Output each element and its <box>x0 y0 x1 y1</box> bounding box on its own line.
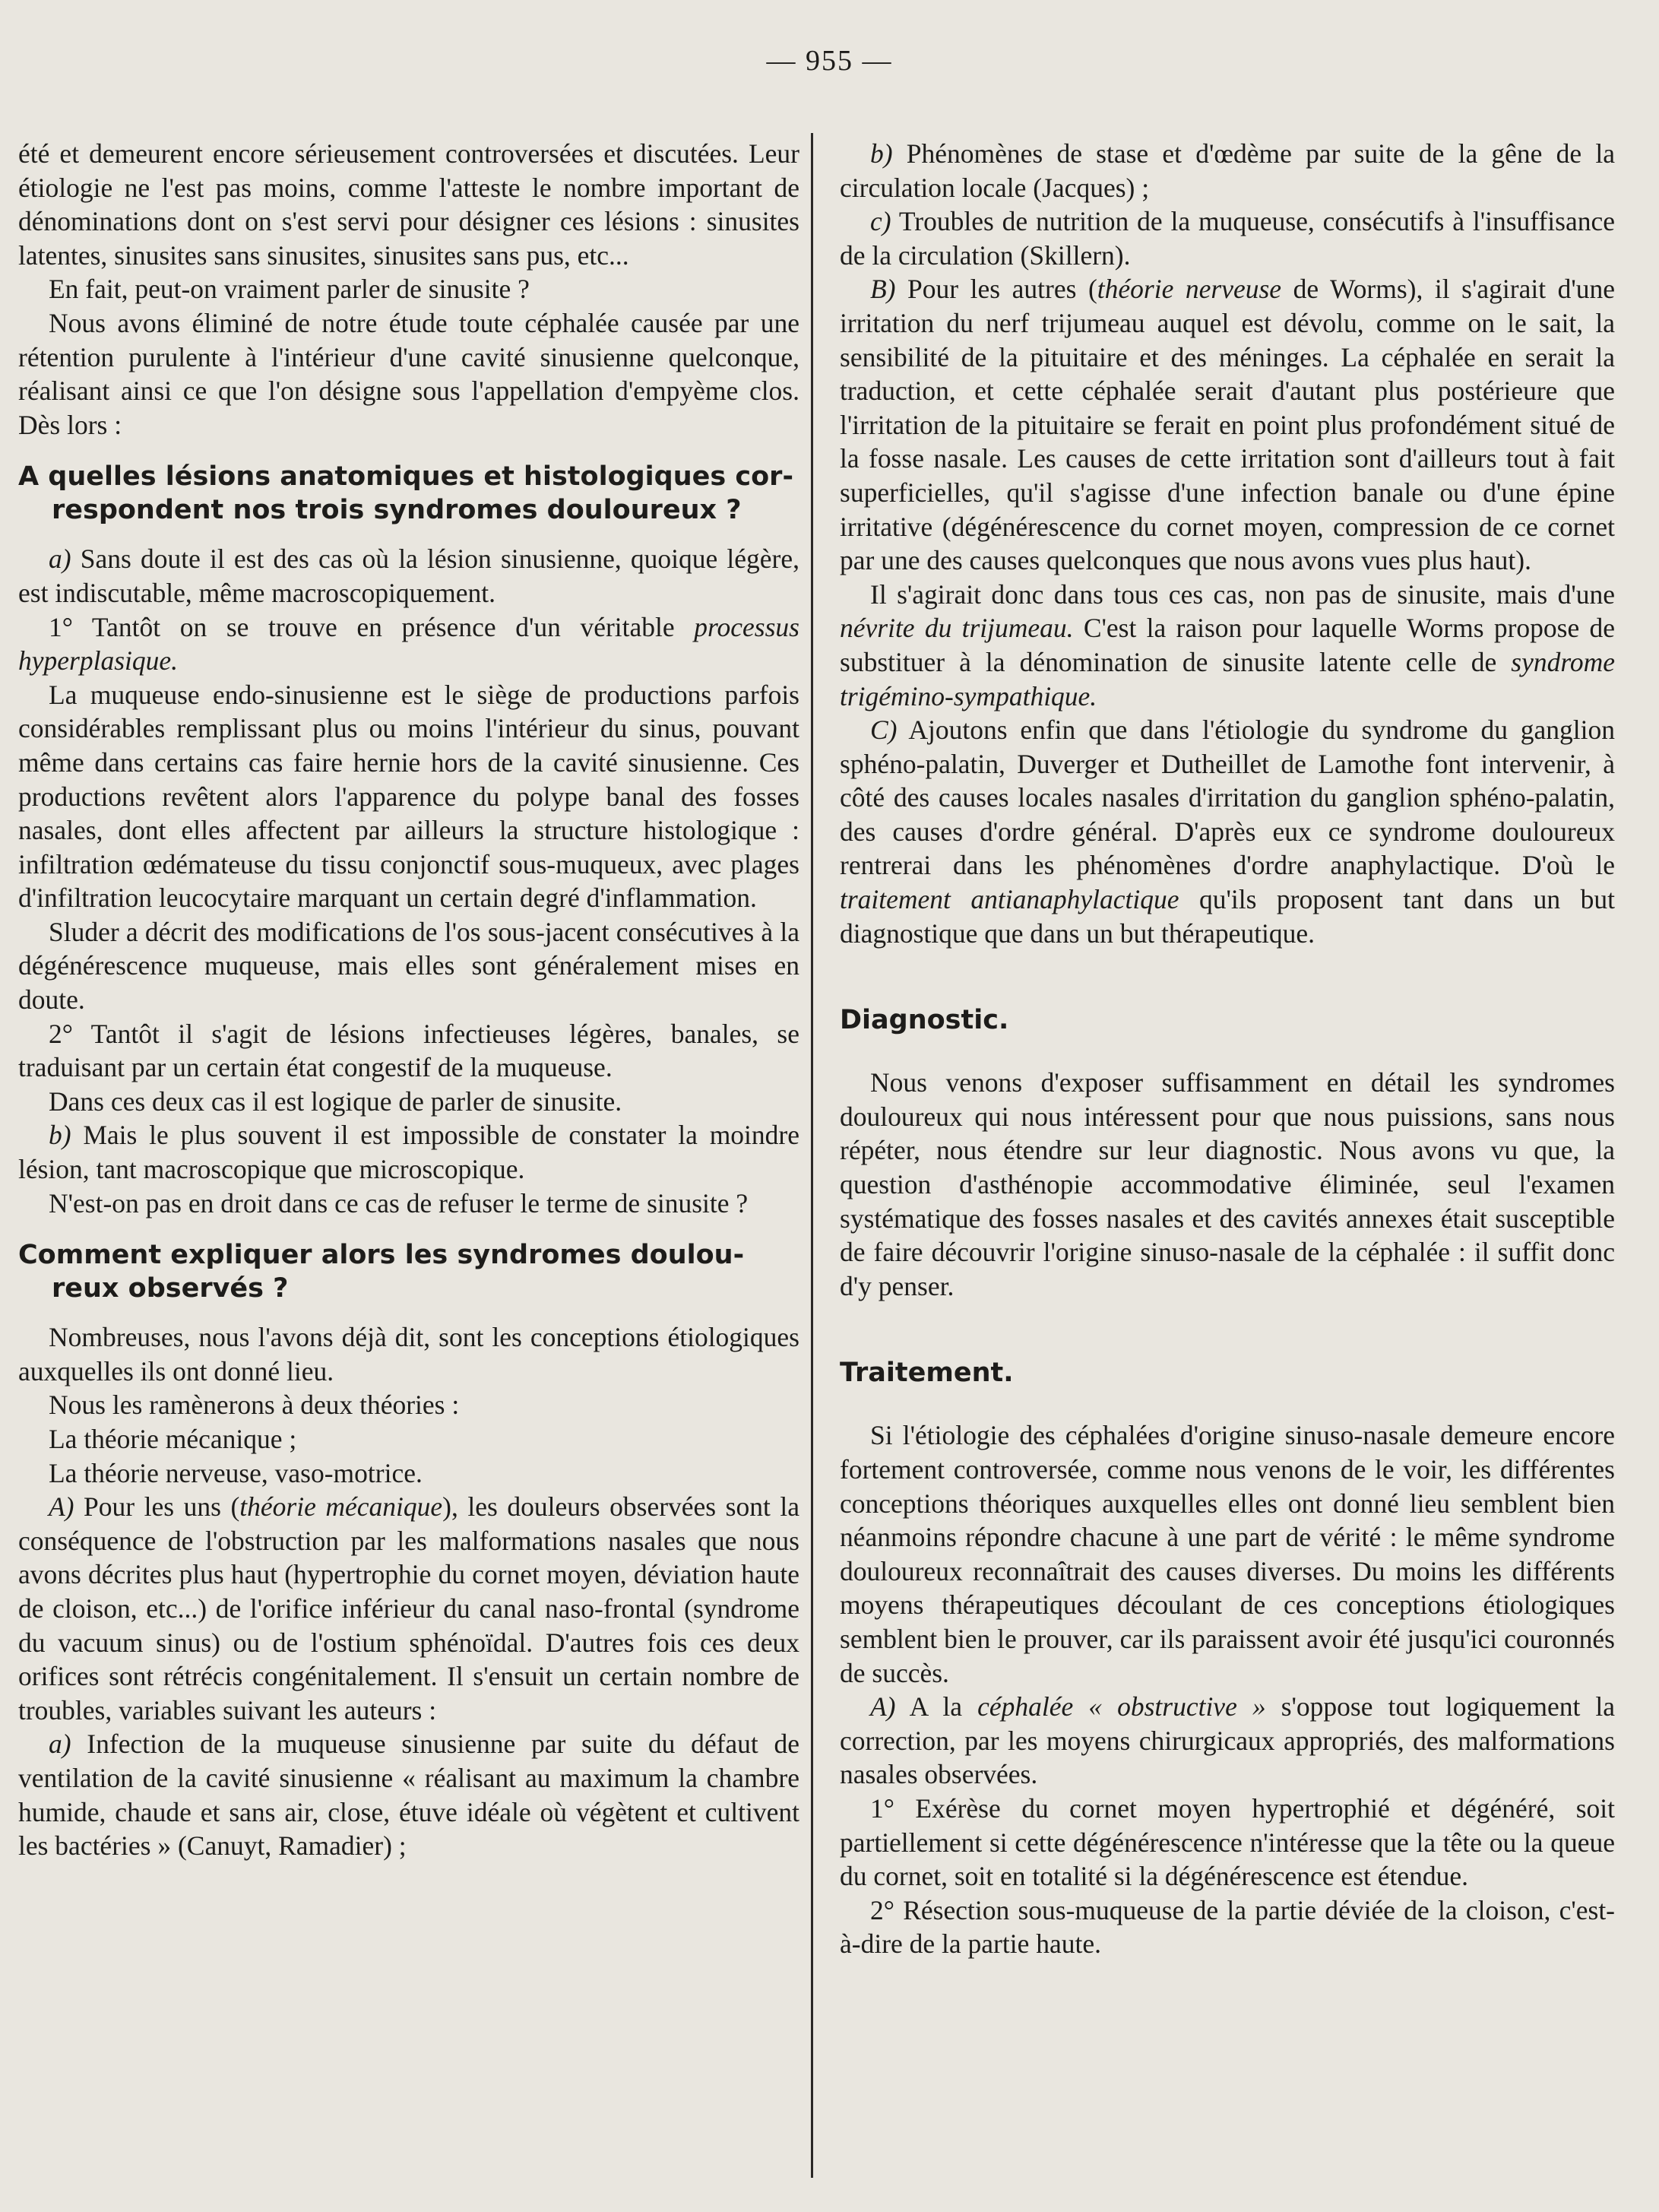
section-heading <box>18 1238 799 1305</box>
item-label: C) <box>870 715 898 746</box>
paragraph: La théorie mécanique ; <box>49 1424 297 1454</box>
emphasis: théorie mécanique <box>239 1491 443 1523</box>
right-column <box>840 137 1615 1961</box>
paragraph <box>840 713 1615 950</box>
paragraph: 1° Exérèse du cornet moyen hypertrophié et dégénéré, soit partiellement si cette dégénérescence n'intéresse que la tête ou la queue du cornet, soit en totalité si la dégénérescence est étendue. <box>840 1792 1615 1892</box>
paragraph: Nombreuses, nous l'avons déjà dit, sont les conceptions étiologiques auxquelles ils ont donné lieu. <box>18 1322 799 1386</box>
section-heading <box>18 460 799 527</box>
paragraph <box>18 610 799 678</box>
item-label: b) <box>49 1120 71 1151</box>
paragraph <box>840 137 1615 204</box>
paragraph-text: Troubles de nutrition de la muqueuse, consécutifs à l'insuffisance de la circulation (Skillern). <box>840 206 1615 271</box>
page-number: — 955 — <box>766 45 893 77</box>
paragraph-text: Ajoutons enfin que dans l'étiologie du syndrome du ganglion sphéno-palatin, Duverger et Dutheillet de Lamothe font intervenir, à côté des causes locales nasales d'irritation du ganglion sphéno-palatin, des causes d'ordre général. D'après eux ce syndrome douloureux rentrerai dans les phénomènes d'ordre anaphylactique. D'où le <box>840 715 1615 881</box>
item-label: a) <box>49 1729 71 1760</box>
emphasis: théorie nerveuse <box>1097 274 1282 305</box>
paragraph: La muqueuse endo-sinusienne est le siège de productions parfois considérables remplissant plus ou moins l'intérieur du sinus, pouvant même dans certains cas faire hernie hors de la cavité sinusienne. Ces productions revêtent alors l'apparence du polype banal des fosses nasales, dont elles affectent par ailleurs la structure histologique : infiltration œdémateuse du tissu conjonctif sous-muqueux, avec plages d'infiltration leucocytaire marquant un certain degré d'inflammation. <box>18 679 799 914</box>
paragraph <box>18 1727 799 1862</box>
paragraph <box>18 542 799 610</box>
emphasis: névrite du trijumeau. <box>840 613 1074 644</box>
paragraph-text: Infection de la muqueuse sinusienne par suite du défaut de ventilation de la cavité sinusienne « réalisant au maximum la chambre humide, chaude et sans air, close, étuve idéale où végètent et cultivent les bactéries » (Canuyt, Ramadier) ; <box>18 1729 799 1862</box>
paragraph-text: Mais le plus souvent il est impossible de constater la moindre lésion, tant macroscopique que microscopique. <box>18 1120 799 1185</box>
item-label: A) <box>870 1691 896 1722</box>
paragraph: Nous avons éliminé de notre étude toute céphalée causée par une rétention purulente à l'intérieur d'une cavité sinusienne quelconque, réalisant ainsi ce que l'on désigne sous l'appellation d'empyème clos. Dès lors : <box>18 307 799 440</box>
paragraph: Sluder a décrit des modifications de l'os sous-jacent consécutives à la dégénérescence muqueuse, mais elles sont généralement mises en doute. <box>18 916 799 1016</box>
paragraph-text: A la <box>895 1691 978 1722</box>
heading-line: A quelles lésions anatomiques et histologiques cor- <box>18 461 793 493</box>
paragraph-text: de Worms), il s'agirait d'une irritation du nerf trijumeau auquel est dévolu, comme on le sait, la sensibilité de la pituitaire et des méninges. La céphalée en serait la traduction, et cette céphalée serait d'autant plus postérieure que l'irritation de la pituitaire se ferait en point plus profondément situé de la fosse nasale. Les causes de cette irritation sont d'ailleurs tout à fait superficielles, qu'il s'agisse d'une infection banale ou d'une épine irritative (dégénérescence du cornet moyen, compression de ce cornet par une des causes quelconques que nous avons vues plus haut). <box>840 274 1615 576</box>
item-label: B) <box>870 274 896 305</box>
paragraph: La théorie nerveuse, vaso-motrice. <box>49 1457 423 1488</box>
paragraph-text: ), les douleurs observées sont la conséquence de l'obstruction par les malformations nasales que nous avons décrites plus haut (hypertrophie du cornet moyen, déviation haute de cloison, etc...) de l'orifice inférieur du canal naso-frontal (syndrome du vacuum sinus) ou de l'ostium sphénoïdal. D'autres fois ces deux orifices sont rétrécis congénitalement. Il s'ensuit un certain nombre de troubles, variables suivant les auteurs : <box>18 1491 799 1726</box>
paragraph-text: s'oppose tout logiquement la correction, par les moyens chirurgicaux appropriés, des malformations nasales observées. <box>840 1691 1615 1790</box>
paragraph: 2° Résection sous-muqueuse de la partie déviée de la cloison, c'est-à-dire de la partie haute. <box>840 1894 1615 1960</box>
item-label: A) <box>49 1491 74 1523</box>
paragraph-text: Pour les uns ( <box>74 1491 240 1523</box>
paragraph-text: Sans doute il est des cas où la lésion sinusienne, quoique légère, est indiscutable, même macroscopiquement. <box>18 543 799 608</box>
paragraph: N'est-on pas en droit dans ce cas de refuser le terme de sinusite ? <box>49 1187 749 1219</box>
paragraph: 2° Tantôt il s'agit de lésions infectieuses légères, banales, se traduisant par un certain état congestif de la muqueuse. <box>18 1018 799 1083</box>
paragraph-text: 1° Tantôt on se trouve en présence d'un véritable <box>49 611 695 642</box>
heading-line: respondent nos trois syndromes douloureux ? <box>52 495 742 526</box>
paragraph-text: Il s'agirait donc dans tous ces cas, non pas de sinusite, mais d'une <box>870 578 1615 610</box>
paragraph <box>840 204 1615 272</box>
paragraph: été et demeurent encore sérieusement controversées et discutées. Leur étiologie ne l'est pas moins, comme l'atteste le nombre important de dénominations dont on s'est servi pour désigner ces lésions : sinusites latentes, sinusites sans sinusites, sinusites sans pus, etc... <box>18 138 799 271</box>
paragraph <box>18 1490 799 1727</box>
paragraph <box>840 1690 1615 1792</box>
paragraph-text: C'est la raison pour laquelle Worms propose de substituer à la dénomination de sinusite latente celle de <box>840 613 1615 677</box>
column-divider <box>811 133 813 2178</box>
item-label: c) <box>870 206 891 237</box>
left-column <box>18 137 799 1863</box>
item-label: b) <box>870 138 893 169</box>
paragraph-text: qu'ils proposent tant dans un but diagnostique que dans un but thérapeutique. <box>840 884 1615 949</box>
heading-line: Comment expliquer alors les syndromes doulou- <box>18 1240 745 1271</box>
paragraph: En fait, peut-on vraiment parler de sinusite ? <box>49 274 530 305</box>
emphasis: syndrome trigémino-sympathique. <box>840 646 1615 711</box>
paragraph: Nous venons d'exposer suffisamment en détail les syndromes douloureux qui nous intéressent pour que nous puissions, sans nous répéter, nous étendre sur leur diagnostic. Nous avons vu que, la question d'asthénopie accommodative éliminée, seul l'examen systématique des fosses nasales et des cavités annexes était susceptible de faire découvrir l'origine sinuso-nasale de la céphalée : il suffit donc d'y penser. <box>840 1067 1615 1301</box>
paragraph <box>840 578 1615 713</box>
heading-line: reux observés ? <box>52 1273 289 1304</box>
paragraph <box>18 1118 799 1186</box>
paragraph: Dans ces deux cas il est logique de parler de sinusite. <box>49 1085 622 1117</box>
paragraph-text: Phénomènes de stase et d'œdème par suite de la gêne de la circulation locale (Jacques) ; <box>840 138 1615 203</box>
paragraph: Si l'étiologie des céphalées d'origine sinuso-nasale demeure encore fortement controversée, comme nous venons de le voir, les différentes conceptions théoriques auxquelles elles ont donné lieu semblent bien néanmoins répondre chacune à une part de vérité : le même syndrome douloureux reconnaîtrait des causes diverses. Du moins les différents moyens thérapeutiques découlant de ces conceptions étiologiques semblent bien le prouver, car ils paraissent avoir été jusqu'ici couronnés de succès. <box>840 1420 1615 1688</box>
paragraph <box>840 272 1615 577</box>
paragraph-text: Pour les autres ( <box>895 274 1097 305</box>
emphasis: processus hyperplasique. <box>18 611 799 677</box>
item-label: a) <box>49 543 71 575</box>
emphasis: céphalée « obstructive » <box>977 1691 1266 1722</box>
emphasis: traitement antianaphylactique <box>840 884 1179 915</box>
section-heading-diagnostic: Diagnostic. <box>840 1005 1009 1036</box>
paragraph: Nous les ramènerons à deux théories : <box>49 1390 460 1421</box>
section-heading-traitement: Traitement. <box>840 1358 1014 1389</box>
